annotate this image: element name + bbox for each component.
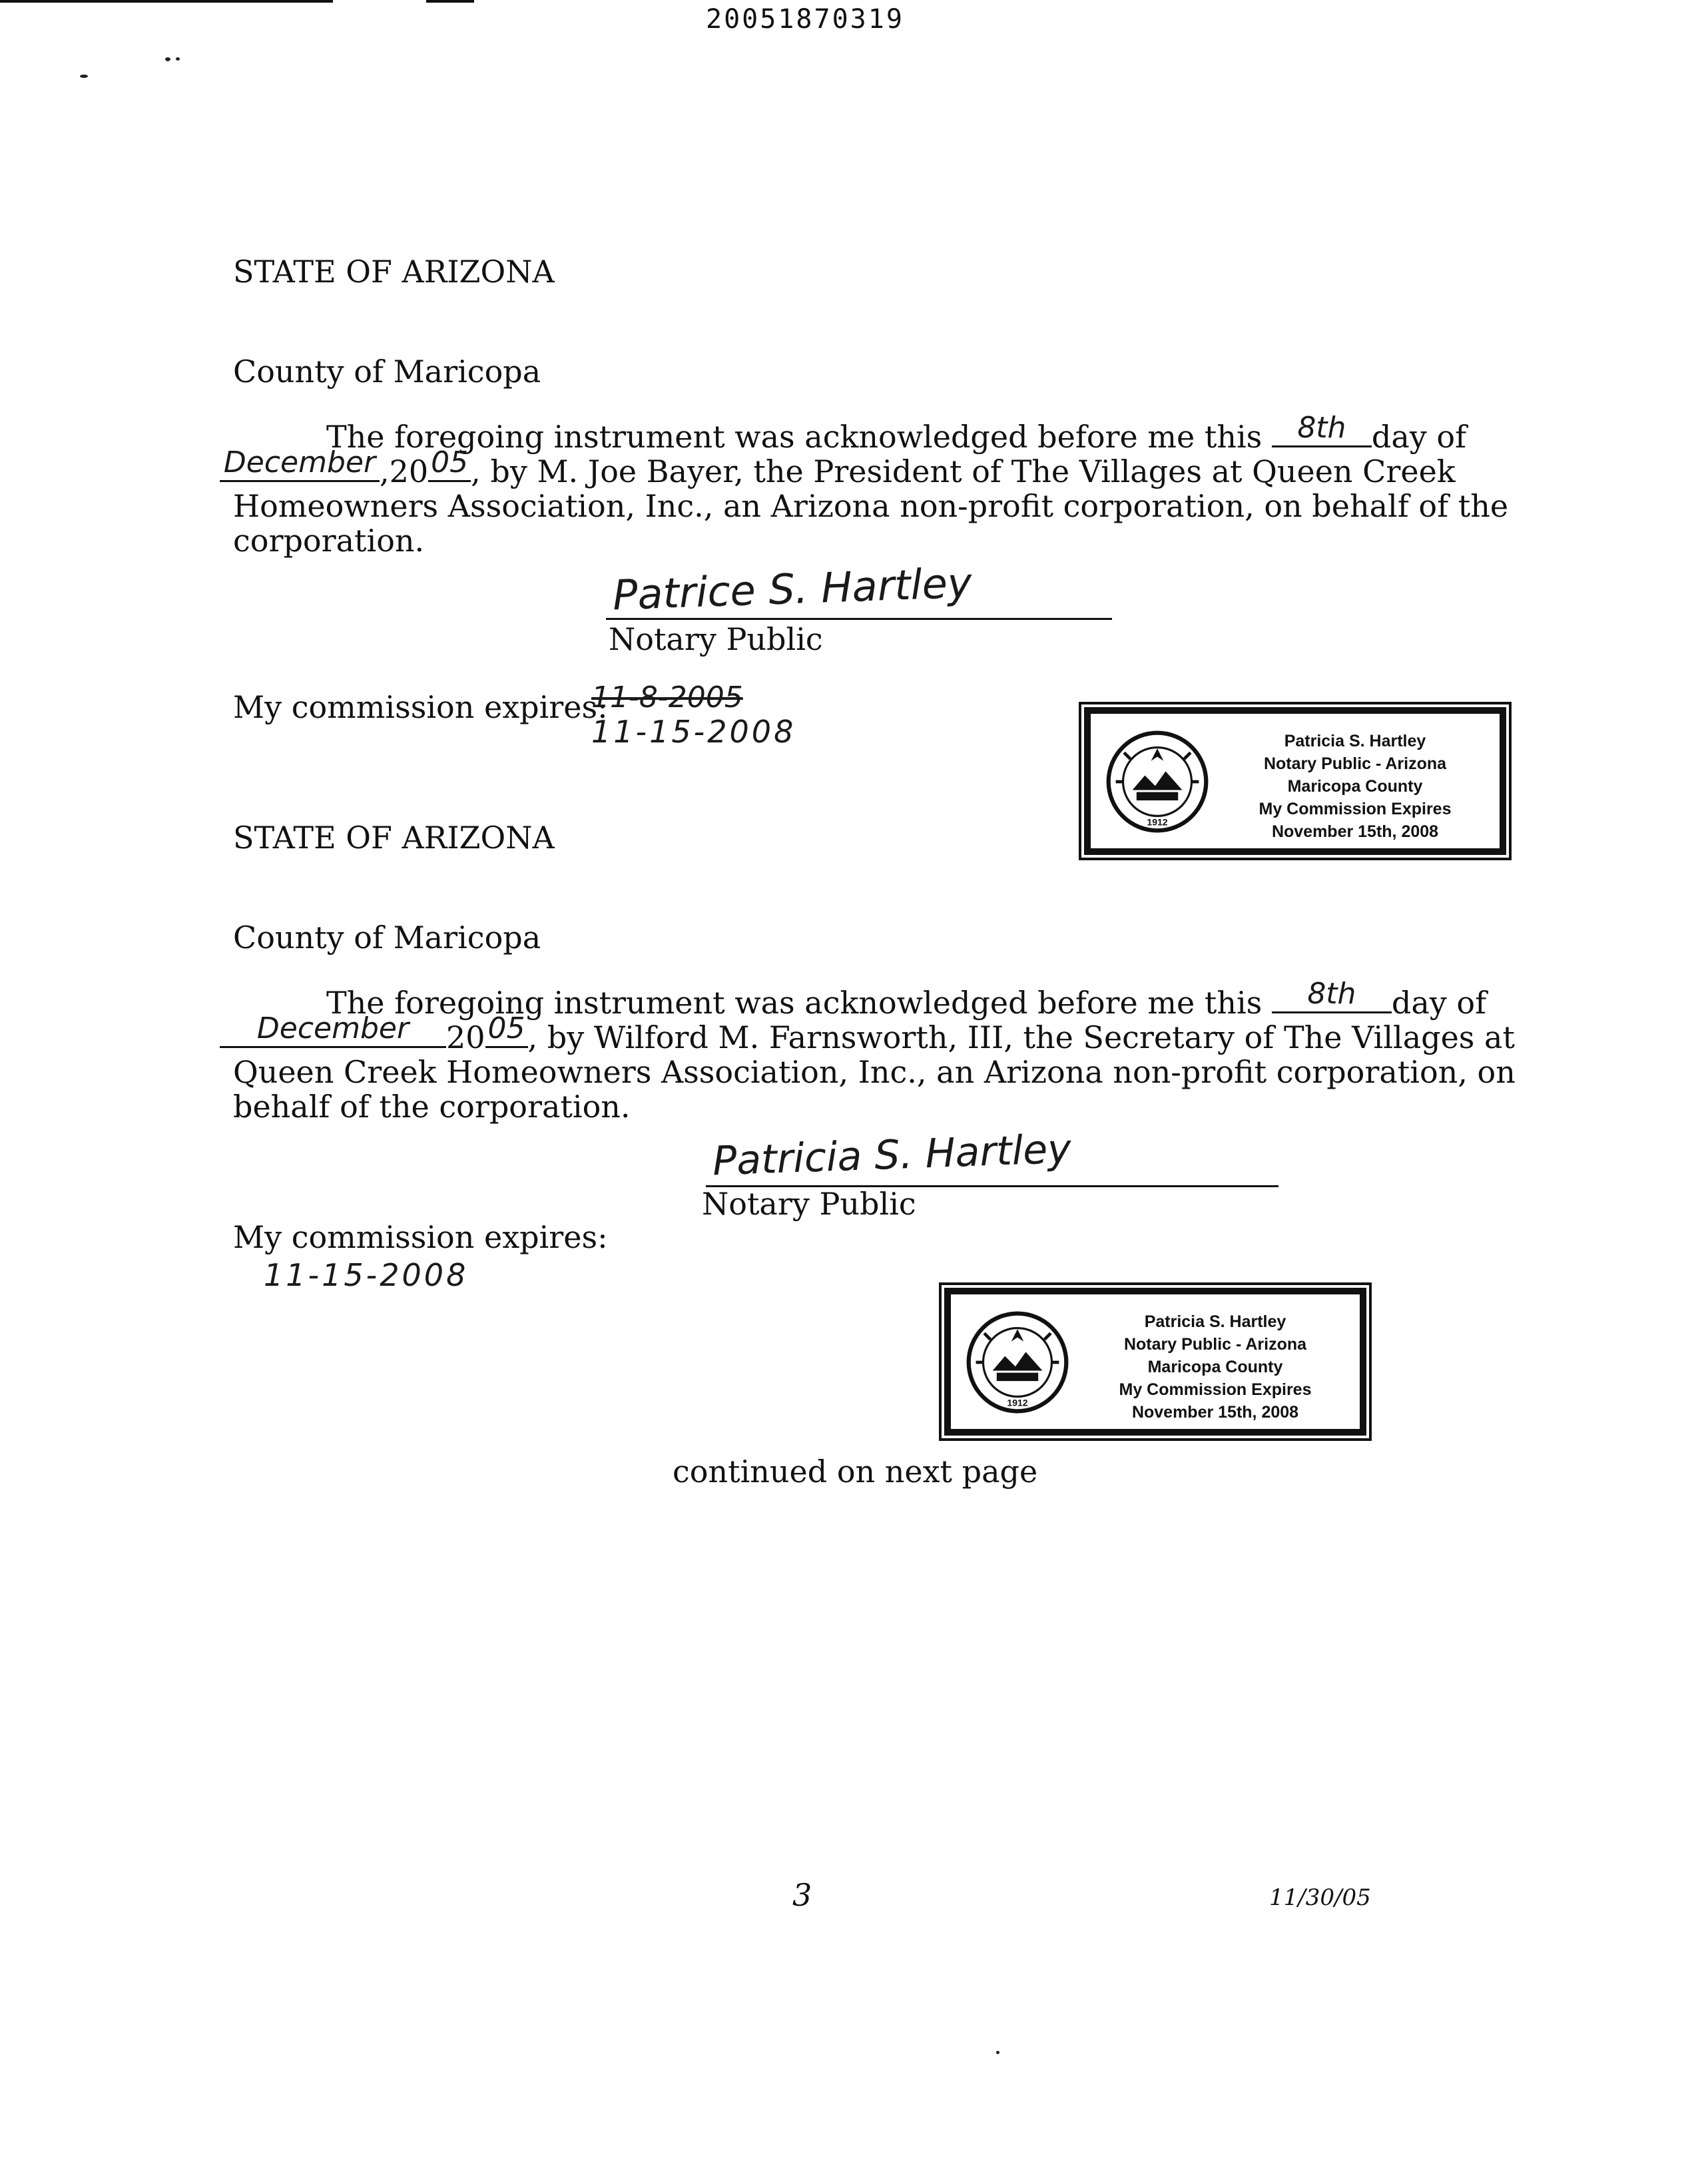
seal-year: 1912 [1147, 816, 1168, 828]
stamp-county: Maricopa County [1287, 777, 1423, 796]
acknowledgment-text: The foregoing instrument was acknowledged before me this [326, 419, 1272, 455]
acknowledgment-text: day of [1371, 419, 1467, 455]
county-heading: County of Maricopa [233, 354, 541, 390]
stamp-expires-label: My Commission Expires [1119, 1380, 1312, 1399]
seal-year: 1912 [1007, 1397, 1028, 1408]
page-number: 3 [792, 1877, 812, 1913]
notary-stamp [1084, 707, 1506, 855]
document-number: 20051870319 [706, 4, 904, 35]
acknowledgment-line-1 [326, 411, 1467, 455]
month-handwritten: December [256, 1011, 410, 1045]
stamp-county: Maricopa County [1147, 1358, 1283, 1376]
stamp-expires-date: November 15th, 2008 [1271, 822, 1439, 841]
commission-date: 11-15-2008 [591, 714, 796, 750]
scan-edge-line [0, 0, 333, 3]
scan-edge-line [426, 0, 474, 3]
acknowledgment-text: , by Wilford M. Farnsworth, III, the Secretary of The Villages at [527, 1019, 1515, 1055]
year-prefix: 20 [446, 1019, 485, 1055]
acknowledgment-line-4: corporation. [233, 523, 425, 559]
notary-signature: Patricia S. Hartley [711, 1125, 1072, 1185]
scan-speck [80, 75, 88, 78]
acknowledgment-line-4: behalf of the corporation. [233, 1089, 631, 1125]
state-heading: STATE OF ARIZONA [233, 254, 555, 290]
stamp-name: Patricia S. Hartley [1144, 1312, 1286, 1331]
stamp-expires-date: November 15th, 2008 [1131, 1403, 1299, 1422]
day-blank [1272, 411, 1372, 447]
stamp-title: Notary Public - Arizona [1263, 754, 1447, 773]
footer-date: 11/30/05 [1269, 1884, 1371, 1911]
year-handwritten: 05 [431, 445, 469, 479]
stamp-text [1084, 1310, 1346, 1424]
state-heading: STATE OF ARIZONA [233, 820, 555, 856]
scan-speck [165, 57, 170, 61]
state-seal-icon [966, 1310, 1069, 1414]
acknowledgment-line-3: Queen Creek Homeowners Association, Inc., an Arizona non-profit corporation, on [233, 1054, 1516, 1090]
commission-date-struck: 11-8-2005 [591, 681, 743, 714]
scan-speck [996, 2051, 999, 2054]
notary-signature: Patrice S. Hartley [611, 558, 973, 620]
state-seal-icon [1105, 730, 1209, 834]
commission-date: 11-15-2008 [264, 1257, 469, 1293]
year-blank [485, 1011, 528, 1048]
commission-label: My commission expires: [233, 689, 608, 725]
day-blank [1272, 977, 1392, 1013]
notary-public-label: Notary Public [609, 621, 823, 657]
stamp-title: Notary Public - Arizona [1123, 1335, 1307, 1354]
commission-label: My commission expires: [233, 1219, 608, 1255]
acknowledgment-text: , by M. Joe Bayer, the President of The Villages at Queen Creek [471, 453, 1456, 489]
acknowledgment-text: The foregoing instrument was acknowledged before me this [326, 985, 1272, 1021]
day-handwritten: 8th [1297, 411, 1346, 445]
county-heading: County of Maricopa [233, 920, 541, 956]
acknowledgment-line-3: Homeowners Association, Inc., an Arizona non-profit corporation, on behalf of the [233, 488, 1509, 524]
notary-stamp [944, 1288, 1366, 1436]
stamp-expires-label: My Commission Expires [1259, 800, 1452, 818]
year-handwritten: 05 [487, 1011, 525, 1045]
scan-speck [176, 57, 180, 61]
month-blank [220, 1011, 446, 1048]
continued-note: continued on next page [673, 1454, 1038, 1490]
notary-public-label: Notary Public [702, 1186, 916, 1222]
stamp-text [1224, 730, 1486, 843]
day-handwritten: 8th [1307, 977, 1356, 1011]
month-blank [220, 445, 380, 482]
stamp-name: Patricia S. Hartley [1284, 732, 1426, 750]
signature-line [606, 618, 1112, 620]
year-blank [428, 445, 471, 482]
acknowledgment-line-2 [220, 1011, 1515, 1055]
year-prefix: ,20 [380, 453, 429, 489]
acknowledgment-text: day of [1391, 985, 1487, 1021]
acknowledgment-line-2 [220, 445, 1456, 489]
month-handwritten: December [223, 445, 376, 479]
